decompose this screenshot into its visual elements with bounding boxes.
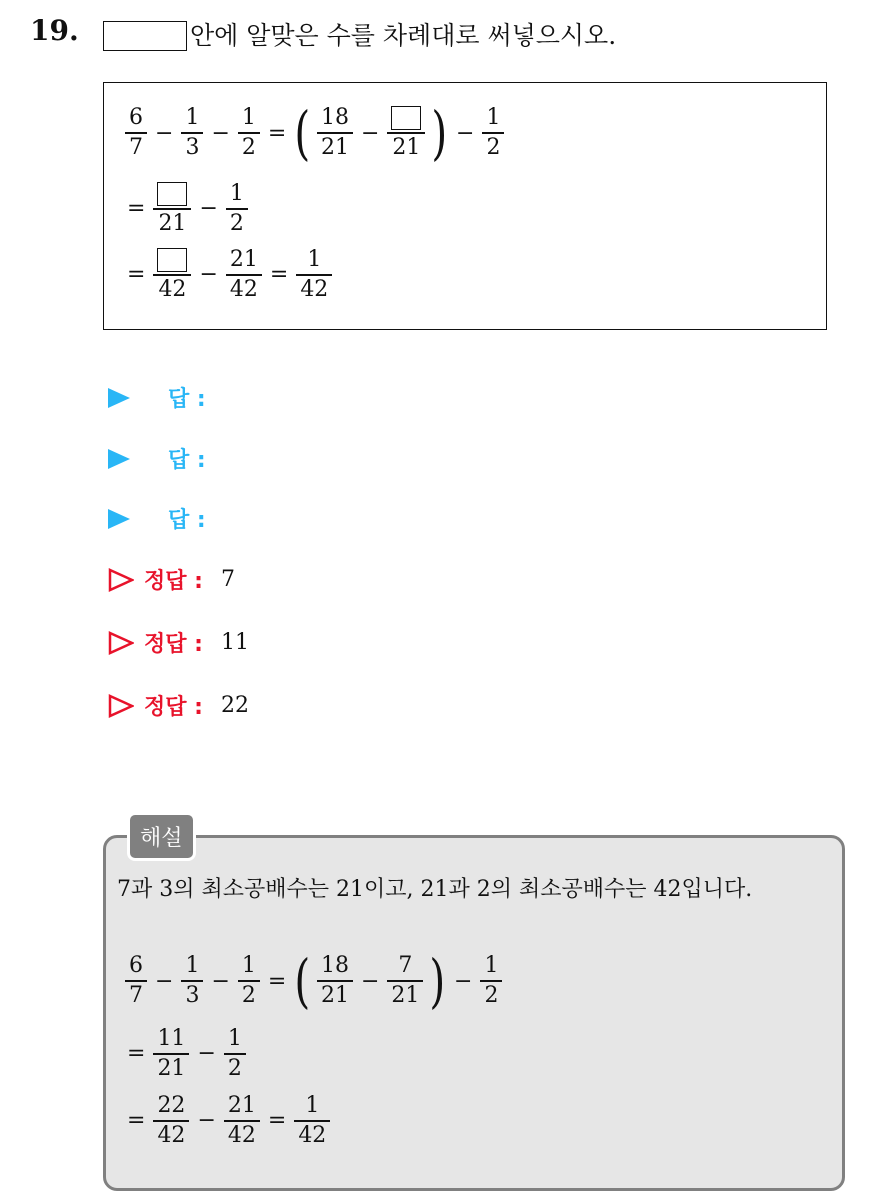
minus-sign: −: [211, 120, 230, 146]
answer-label: 답 :: [168, 387, 206, 412]
answer-row[interactable]: [108, 443, 206, 474]
explanation-line-2: [122, 1027, 249, 1081]
triangle-outline-icon: [108, 568, 134, 592]
right-paren: ): [429, 947, 446, 1015]
answer-label: 답 :: [168, 448, 206, 473]
fraction: $\frac{1}{2}$: [480, 954, 502, 1008]
left-paren: (: [294, 99, 311, 167]
minus-sign: −: [211, 968, 230, 994]
right-paren: ): [431, 99, 448, 167]
fraction-with-blank: 42: [153, 248, 191, 302]
blank-box: [157, 248, 187, 272]
fraction: $\frac{1}{42}$: [294, 1094, 330, 1148]
fraction: $\frac{18}{21}$: [317, 954, 353, 1008]
problem-line-1: [122, 99, 507, 167]
fraction: $\frac{1}{3}$: [181, 954, 203, 1008]
equals-sign: =: [127, 262, 146, 288]
minus-sign: −: [360, 120, 380, 146]
triangle-icon: [108, 388, 130, 408]
correct-value: 7: [220, 567, 235, 592]
correct-answer-row: [108, 690, 249, 721]
fraction-with-blank: 21: [387, 106, 425, 160]
equals-sign: =: [127, 196, 146, 222]
minus-sign: −: [155, 968, 174, 994]
fraction: $\frac{6}{7}$: [125, 106, 147, 160]
question-number: 19.: [30, 14, 79, 47]
fraction: $\frac{7}{21}$: [387, 954, 423, 1008]
fraction: $\frac{1}{2}$: [482, 106, 504, 160]
fraction: $\frac{11}{21}$: [153, 1027, 189, 1081]
fraction: $\frac{6}{7}$: [125, 954, 147, 1008]
fraction: $\frac{1}{2}$: [238, 954, 260, 1008]
fraction-with-blank: 21: [153, 182, 191, 236]
equals-sign: =: [127, 1108, 146, 1134]
fraction: $\frac{21}{42}$: [226, 248, 262, 302]
explanation-line-3: [122, 1094, 333, 1148]
fraction: $\frac{1}{2}$: [226, 182, 248, 236]
fraction: $\frac{21}{42}$: [224, 1094, 260, 1148]
correct-value: 22: [220, 693, 249, 718]
correct-answer-row: [108, 627, 249, 658]
blank-box: [103, 21, 187, 51]
explanation-tab: 해설: [127, 812, 196, 861]
equals-sign: =: [267, 968, 287, 994]
equals-sign: =: [127, 1041, 146, 1067]
fraction: $\frac{1}{3}$: [181, 106, 203, 160]
minus-sign: −: [199, 262, 218, 288]
triangle-icon: [108, 449, 130, 469]
triangle-icon: [108, 509, 130, 529]
problem-line-3: [122, 248, 335, 302]
minus-sign: −: [197, 1041, 216, 1067]
equals-sign: =: [269, 262, 289, 288]
triangle-outline-icon: [108, 631, 134, 655]
minus-sign: −: [456, 120, 475, 146]
correct-answer-row: [108, 564, 235, 595]
triangle-outline-icon: [108, 694, 134, 718]
problem-line-2: [122, 182, 251, 236]
correct-label: 정답 :: [144, 632, 203, 657]
equals-sign: =: [267, 1108, 287, 1134]
minus-sign: −: [199, 196, 218, 222]
fraction: $\frac{22}{42}$: [153, 1094, 189, 1148]
fraction: $\frac{1}{2}$: [238, 106, 260, 160]
answer-row[interactable]: [108, 382, 206, 413]
fraction: $\frac{18}{21}$: [317, 106, 353, 160]
question-instruction: 안에 알맞은 수를 차례대로 써넣으시오.: [190, 21, 617, 50]
fraction: $\frac{1}{2}$: [224, 1027, 246, 1081]
left-paren: (: [294, 947, 311, 1015]
minus-sign: −: [197, 1108, 216, 1134]
answer-row[interactable]: [108, 503, 206, 534]
explanation-text: 7과 3의 최소공배수는 21이고, 21과 2의 최소공배수는 42입니다.: [117, 877, 753, 902]
minus-sign: −: [360, 968, 380, 994]
correct-label: 정답 :: [144, 695, 203, 720]
correct-label: 정답 :: [144, 569, 203, 594]
minus-sign: −: [454, 968, 473, 994]
minus-sign: −: [155, 120, 174, 146]
answer-label: 답 :: [168, 508, 206, 533]
correct-value: 11: [220, 630, 249, 655]
explanation-line-1: [122, 947, 505, 1015]
equals-sign: =: [267, 120, 287, 146]
fraction: $\frac{1}{42}$: [296, 248, 332, 302]
blank-box: [391, 106, 421, 130]
blank-box: [157, 182, 187, 206]
